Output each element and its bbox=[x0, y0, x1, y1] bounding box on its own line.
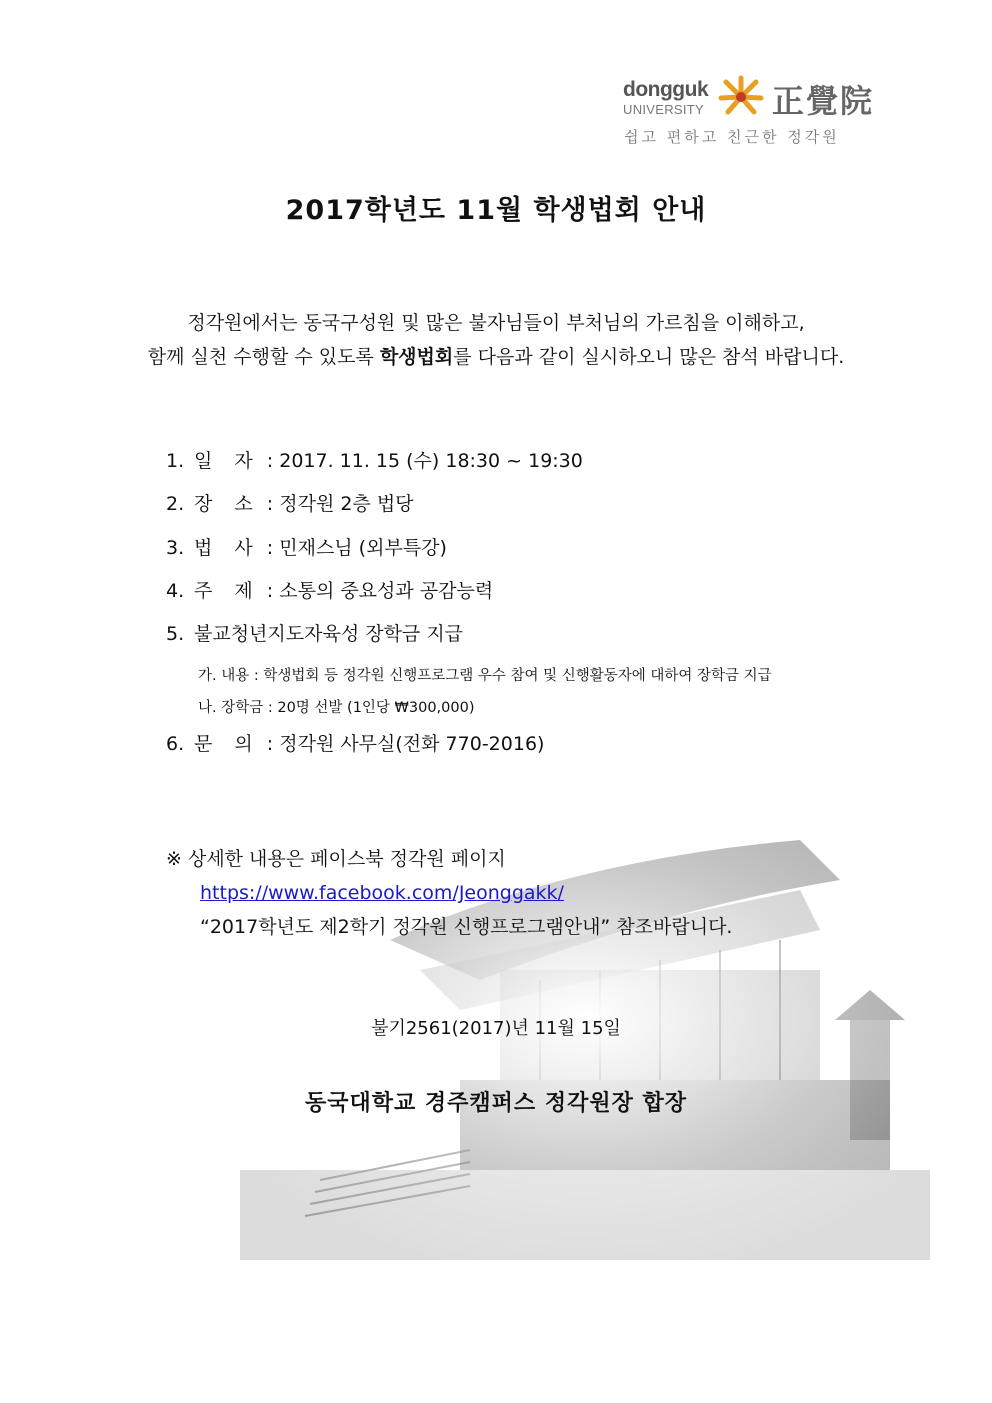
list-item-place bbox=[166, 489, 414, 516]
intro-line-2-end: 를 다음과 같이 실시하오니 많은 참석 바랍니다. bbox=[453, 346, 845, 368]
list-item-scholarship bbox=[166, 619, 463, 646]
item-value: : 2017. 11. 15 (수) 18:30 ~ 19:30 bbox=[260, 450, 583, 472]
intro-highlight: 학생법회 bbox=[379, 346, 454, 368]
intro-line-2 bbox=[0, 340, 992, 374]
sub-item-content: 가. 내용 : 학생법회 등 정각원 신행프로그램 우수 참여 및 신행활동자에 대하여 장학금 지급 bbox=[198, 668, 772, 684]
item-number: 3. bbox=[166, 537, 185, 559]
intro-paragraph bbox=[0, 306, 992, 374]
logo-hanja: 正覺院 bbox=[772, 82, 875, 120]
note-line-3: “2017학년도 제2학기 정각원 신행프로그램안내” 참조바랍니다. bbox=[200, 916, 733, 938]
lotus-logo-icon bbox=[716, 74, 766, 120]
note-line-1: ※ 상세한 내용은 페이스북 정각원 페이지 bbox=[166, 848, 506, 870]
signature: 동국대학교 경주캠퍼스 정각원장 합장 bbox=[304, 1091, 687, 1116]
dongguk-logo bbox=[620, 74, 890, 154]
item-number: 2. bbox=[166, 493, 185, 515]
item-value: : 민재스님 (외부특강) bbox=[260, 537, 447, 559]
facebook-link[interactable]: https://www.facebook.com/Jeonggakk/ bbox=[200, 882, 564, 904]
item-number: 6. bbox=[166, 733, 185, 755]
logo-brand-bottom: UNIVERSITY bbox=[623, 102, 705, 117]
item-key: 법 사 bbox=[194, 537, 261, 559]
item-number: 5. bbox=[166, 623, 185, 645]
page-title: 2017학년도 11월 학생법회 안내 bbox=[285, 195, 707, 226]
facebook-link-wrap bbox=[166, 876, 732, 910]
item-value: 불교청년지도자육성 장학금 지급 bbox=[194, 623, 464, 645]
item-number: 4. bbox=[166, 580, 185, 602]
item-value: : 소통의 중요성과 공감능력 bbox=[260, 580, 494, 602]
item-value: : 정각원 2층 법당 bbox=[260, 493, 414, 515]
item-number: 1. bbox=[166, 450, 185, 472]
item-key: 문 의 bbox=[194, 733, 261, 755]
intro-line-1: 정각원에서는 동국구성원 및 많은 불자님들이 부처님의 가르침을 이해하고, bbox=[187, 312, 805, 334]
list-item-speaker bbox=[166, 533, 447, 560]
list-item-date bbox=[166, 446, 583, 473]
item-key: 일 자 bbox=[194, 450, 261, 472]
sub-item-amount: 나. 장학금 : 20명 선발 (1인당 ₩300,000) bbox=[198, 700, 475, 716]
item-value: : 정각원 사무실(전화 770-2016) bbox=[260, 733, 545, 755]
item-key: 주 제 bbox=[194, 580, 261, 602]
item-key: 장 소 bbox=[194, 493, 261, 515]
logo-slogan: 쉽고 편하고 친근한 정각원 bbox=[624, 128, 840, 146]
reference-note bbox=[166, 842, 732, 944]
list-item-topic bbox=[166, 576, 493, 603]
issue-date: 불기2561(2017)년 11월 15일 bbox=[371, 1018, 621, 1039]
logo-brand-top: dongguk bbox=[623, 78, 709, 101]
list-item-contact bbox=[166, 729, 544, 756]
intro-line-2-start: 함께 실천 수행할 수 있도록 bbox=[147, 346, 380, 368]
